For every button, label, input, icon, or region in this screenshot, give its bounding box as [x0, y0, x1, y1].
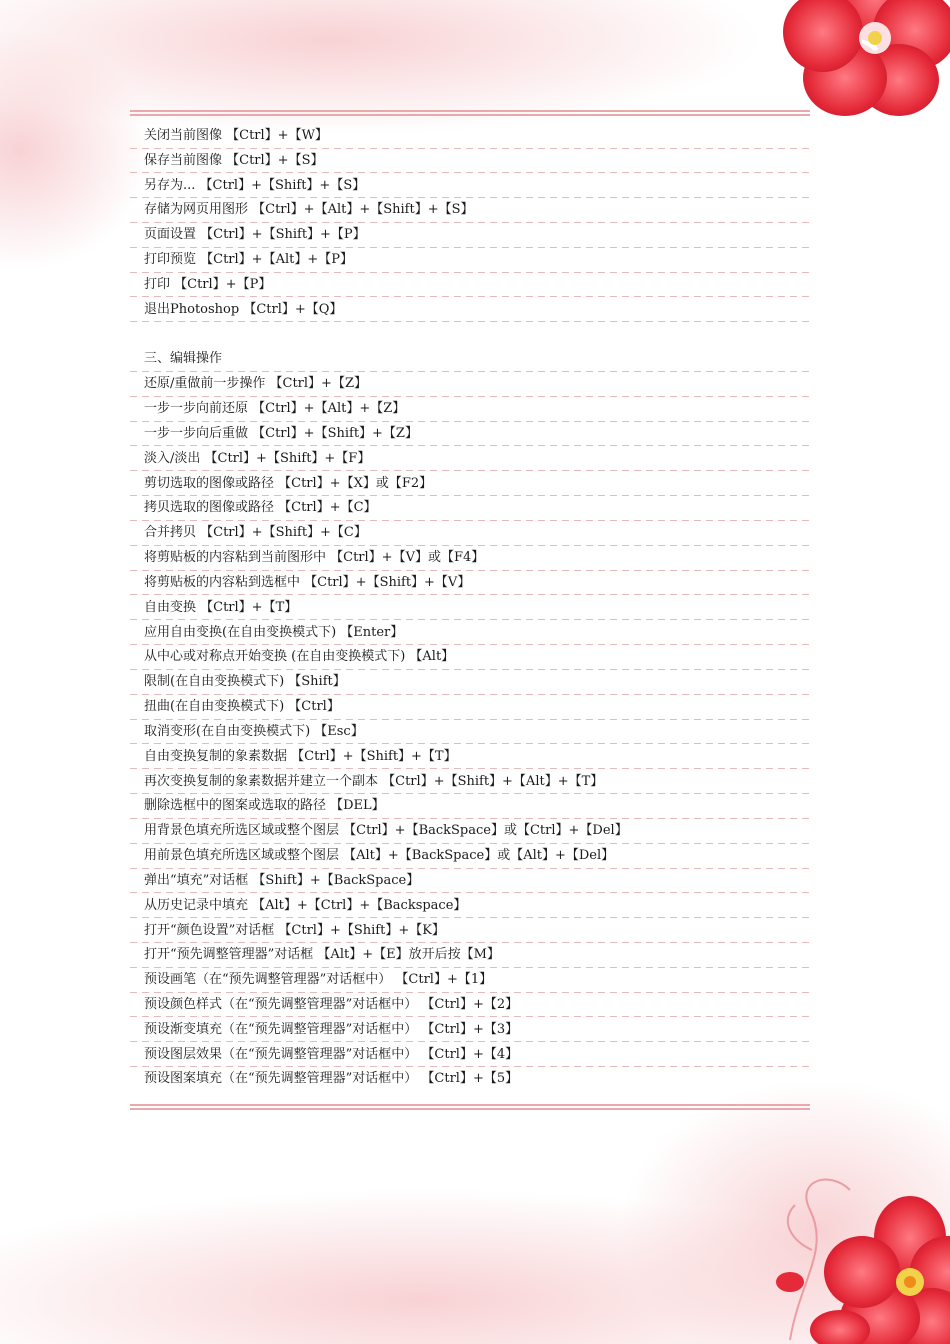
shortcut-line: 删除选框中的图案或选取的路径 【DEL】 [130, 794, 810, 819]
shortcut-line: 打开“颜色设置”对话框 【Ctrl】+【Shift】+【K】 [130, 919, 810, 944]
shortcut-list [130, 124, 810, 1092]
shortcut-line: 将剪贴板的内容粘到当前图形中 【Ctrl】+【V】或【F4】 [130, 546, 810, 571]
shortcut-line: 自由变换 【Ctrl】+【T】 [130, 596, 810, 621]
shortcut-line: 一步一步向后重做 【Ctrl】+【Shift】+【Z】 [130, 422, 810, 447]
bottom-double-rule [130, 1104, 810, 1111]
shortcut-line: 扭曲(在自由变换模式下) 【Ctrl】 [130, 695, 810, 720]
shortcut-line: 打印预览 【Ctrl】+【Alt】+【P】 [130, 248, 810, 273]
shortcut-line: 还原/重做前一步操作 【Ctrl】+【Z】 [130, 372, 810, 397]
shortcut-line: 关闭当前图像 【Ctrl】+【W】 [130, 124, 810, 149]
shortcut-line: 预设渐变填充（在“预先调整管理器”对话框中） 【Ctrl】+【3】 [130, 1018, 810, 1043]
shortcut-line: 一步一步向前还原 【Ctrl】+【Alt】+【Z】 [130, 397, 810, 422]
top-double-rule [130, 110, 810, 117]
shortcut-line: 淡入/淡出 【Ctrl】+【Shift】+【F】 [130, 447, 810, 472]
shortcut-line: 打印 【Ctrl】+【P】 [130, 273, 810, 298]
shortcut-line: 弹出“填充”对话框 【Shift】+【BackSpace】 [130, 869, 810, 894]
shortcut-line: 预设图层效果（在“预先调整管理器”对话框中） 【Ctrl】+【4】 [130, 1043, 810, 1068]
shortcut-line: 页面设置 【Ctrl】+【Shift】+【P】 [130, 223, 810, 248]
shortcut-line: 用前景色填充所选区域或整个图层 【Alt】+【BackSpace】或【Alt】+【Del】 [130, 844, 810, 869]
blank-line [130, 323, 810, 348]
shortcut-line: 限制(在自由变换模式下) 【Shift】 [130, 670, 810, 695]
shortcut-line: 保存当前图像 【Ctrl】+【S】 [130, 149, 810, 174]
shortcut-line: 预设画笔（在“预先调整管理器”对话框中） 【Ctrl】+【1】 [130, 968, 810, 993]
shortcut-line: 拷贝选取的图像或路径 【Ctrl】+【C】 [130, 496, 810, 521]
shortcut-line: 存储为网页用图形 【Ctrl】+【Alt】+【Shift】+【S】 [130, 198, 810, 223]
shortcut-line: 预设颜色样式（在“预先调整管理器”对话框中） 【Ctrl】+【2】 [130, 993, 810, 1018]
shortcut-line: 打开“预先调整管理器”对话框 【Alt】+【E】放开后按【M】 [130, 943, 810, 968]
shortcut-line: 取消变形(在自由变换模式下) 【Esc】 [130, 720, 810, 745]
small-bud-icon [776, 1272, 804, 1292]
shortcut-line: 自由变换复制的象素数据 【Ctrl】+【Shift】+【T】 [130, 745, 810, 770]
shortcut-line: 从历史记录中填充 【Alt】+【Ctrl】+【Backspace】 [130, 894, 810, 919]
shortcut-line: 用背景色填充所选区域或整个图层 【Ctrl】+【BackSpace】或【Ctrl】+【Del】 [130, 819, 810, 844]
shortcut-line: 剪切选取的图像或路径 【Ctrl】+【X】或【F2】 [130, 472, 810, 497]
shortcut-line: 另存为... 【Ctrl】+【Shift】+【S】 [130, 174, 810, 199]
section-heading: 三、编辑操作 [130, 347, 810, 372]
shortcut-line: 将剪贴板的内容粘到选框中 【Ctrl】+【Shift】+【V】 [130, 571, 810, 596]
shortcut-line: 预设图案填充（在“预先调整管理器”对话框中） 【Ctrl】+【5】 [144, 1071, 519, 1087]
shortcut-line: 从中心或对称点开始变换 (在自由变换模式下) 【Alt】 [130, 645, 810, 670]
shortcut-line: 应用自由变换(在自由变换模式下) 【Enter】 [130, 621, 810, 646]
shortcut-line: 再次变换复制的象素数据并建立一个副本 【Ctrl】+【Shift】+【Alt】+【T】 [130, 770, 810, 795]
top-right-flower-icon [783, 0, 950, 116]
shortcut-line: 合并拷贝 【Ctrl】+【Shift】+【C】 [130, 521, 810, 546]
shortcut-line: 退出Photoshop 【Ctrl】+【Q】 [130, 298, 810, 323]
